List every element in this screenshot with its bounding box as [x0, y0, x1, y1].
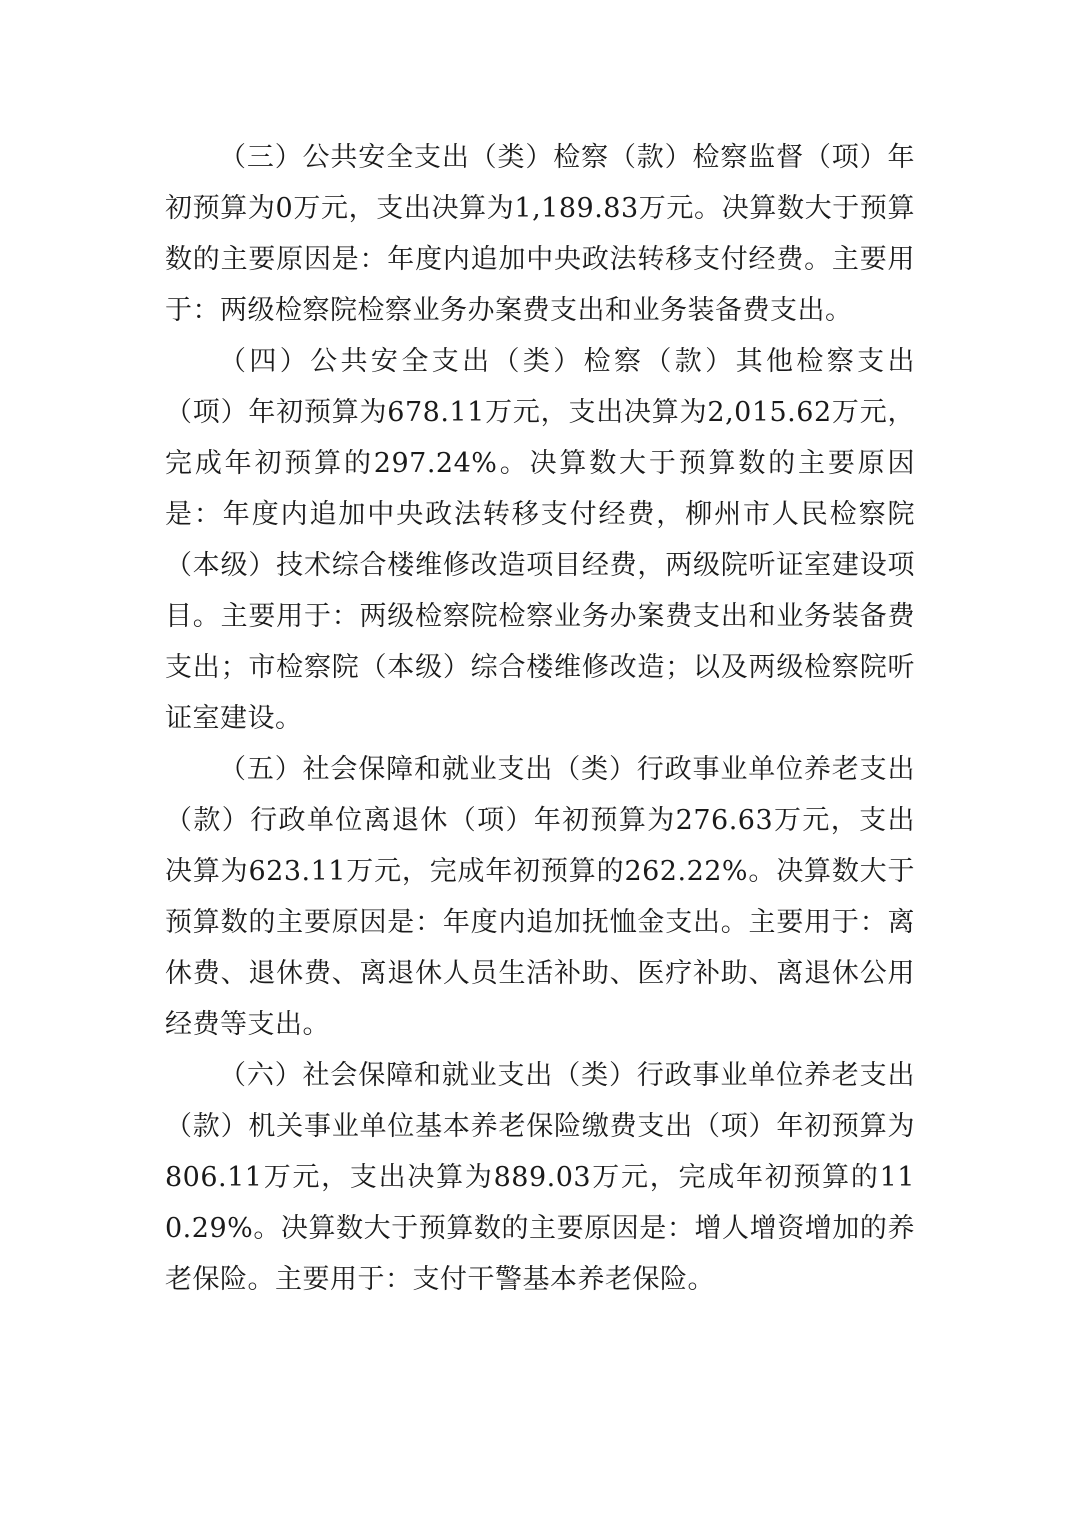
document-body	[165, 132, 915, 1305]
paragraph-social-security-pension-insurance: （六）社会保障和就业支出（类）行政事业单位养老支出（款）机关事业单位基本养老保险缴费支出（项）年初预算为806.11万元，支出决算为889.03万元，完成年初预算的110.29%。决算数大于预算数的主要原因是：增人增资增加的养老保险。主要用于：支付干警基本养老保险。	[165, 1060, 915, 1295]
paragraph-social-security-retirement: （五）社会保障和就业支出（类）行政事业单位养老支出（款）行政单位离退休（项）年初预算为276.63万元，支出决算为623.11万元，完成年初预算的262.22%。决算数大于预算数的主要原因是：年度内追加抚恤金支出。主要用于：离休费、退休费、离退休人员生活补助、医疗补助、离退休公用经费等支出。	[165, 754, 915, 1040]
paragraph-public-security-other-procuratorial: （四）公共安全支出（类）检察（款）其他检察支出（项）年初预算为678.11万元，支出决算为2,015.62万元，完成年初预算的297.24%。决算数大于预算数的主要原因是：年度内追加中央政法转移支付经费，柳州市人民检察院（本级）技术综合楼维修改造项目经费，两级院听证室建设项目。主要用于：两级检察院检察业务办案费支出和业务装备费支出；市检察院（本级）综合楼维修改造；以及两级检察院听证室建设。	[165, 346, 915, 734]
paragraph-public-security-procuratorial-supervision: （三）公共安全支出（类）检察（款）检察监督（项）年初预算为0万元，支出决算为1,189.83万元。决算数大于预算数的主要原因是：年度内追加中央政法转移支付经费。主要用于：两级检察院检察业务办案费支出和业务装备费支出。	[165, 142, 915, 326]
